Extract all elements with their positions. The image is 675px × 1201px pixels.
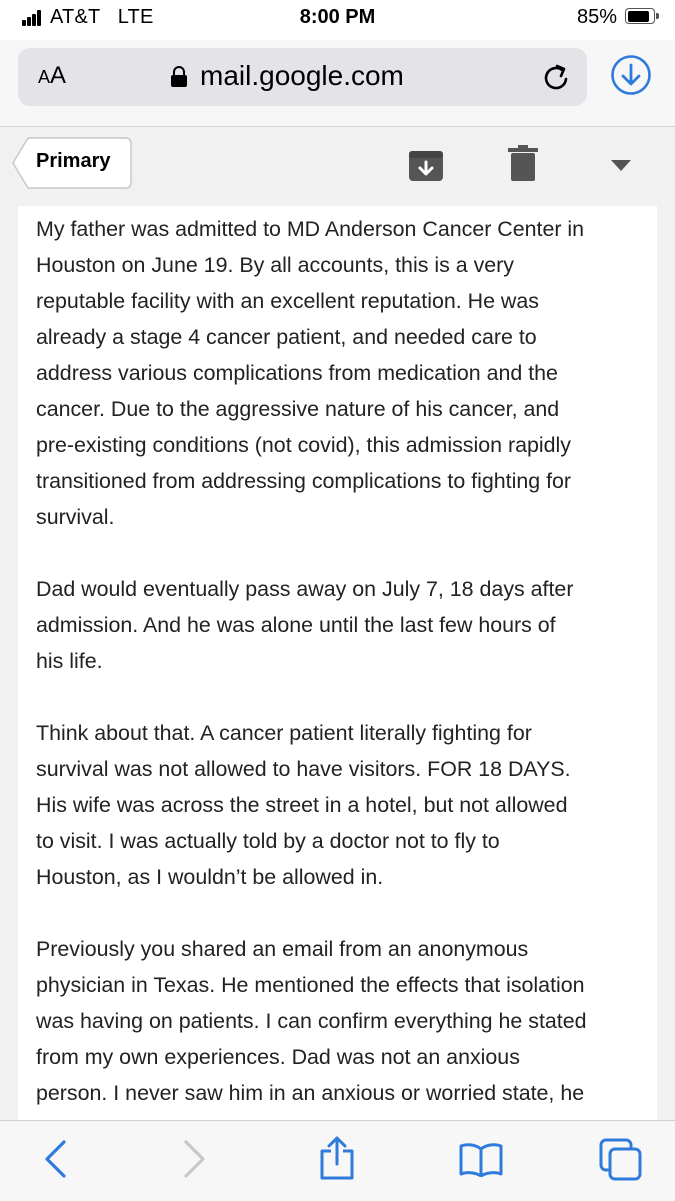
battery-icon [625,8,659,26]
back-icon[interactable] [42,1139,68,1179]
text-size-button[interactable]: AA [38,62,67,89]
more-options-icon[interactable] [610,159,632,173]
forward-icon[interactable] [182,1139,208,1179]
email-paragraph: Dad would eventually pass away on July 7, 18 days after admission. And he was alone until the last few hours of his life. [36,577,574,673]
lock-icon [170,66,188,88]
address-bar[interactable] [18,48,587,106]
browser-address-area [0,40,675,126]
browser-toolbar [0,1120,675,1201]
primary-label: Primary [36,150,111,172]
url-text[interactable]: mail.google.com [200,60,404,91]
download-icon[interactable] [610,54,652,96]
bookmarks-icon[interactable] [458,1141,504,1177]
primary-back-button[interactable] [12,137,132,189]
email-paragraph: Think about that. A cancer patient literally fighting for survival was not allowed to have visitors. FOR 18 DAYS. His wife was across the street in a hotel, but not allowed to visit. I was actually told by a doctor not to fly to Houston, as I wouldn’t be allowed in. [36,721,571,889]
email-paragraph: My father was admitted to MD Anderson Cancer Center in Houston on June 19. By all accounts, this is a very reputable facility with an excellent reputation. He was already a stage 4 cancer patient, and needed care to address various complications from medication and the cancer. Due to the aggressive nature of his cancer, and pre-existing conditions (not covid), this admission rapidly transitioned from addressing complications to fighting for survival. [36,217,585,529]
battery-percentage: 85% [576,6,617,28]
status-bar [0,0,675,40]
share-icon[interactable] [318,1135,356,1181]
clock: 8:00 PM [299,6,376,28]
email-body [18,206,657,1120]
tabs-icon[interactable] [598,1137,644,1183]
reload-icon[interactable] [540,62,572,94]
gmail-toolbar [0,126,675,207]
network-type: LTE [117,6,154,28]
carrier-name: AT&T [50,6,101,28]
trash-icon[interactable] [508,145,538,181]
archive-icon[interactable] [409,149,443,181]
email-paragraph: Previously you shared an email from an anonymous physician in Texas. He mentioned the effects that isolation was having on patients. I can confirm everything he stated from my own experiences. Dad was not an anxious person. I never saw him in an anxious or worried state, he [36,937,587,1105]
